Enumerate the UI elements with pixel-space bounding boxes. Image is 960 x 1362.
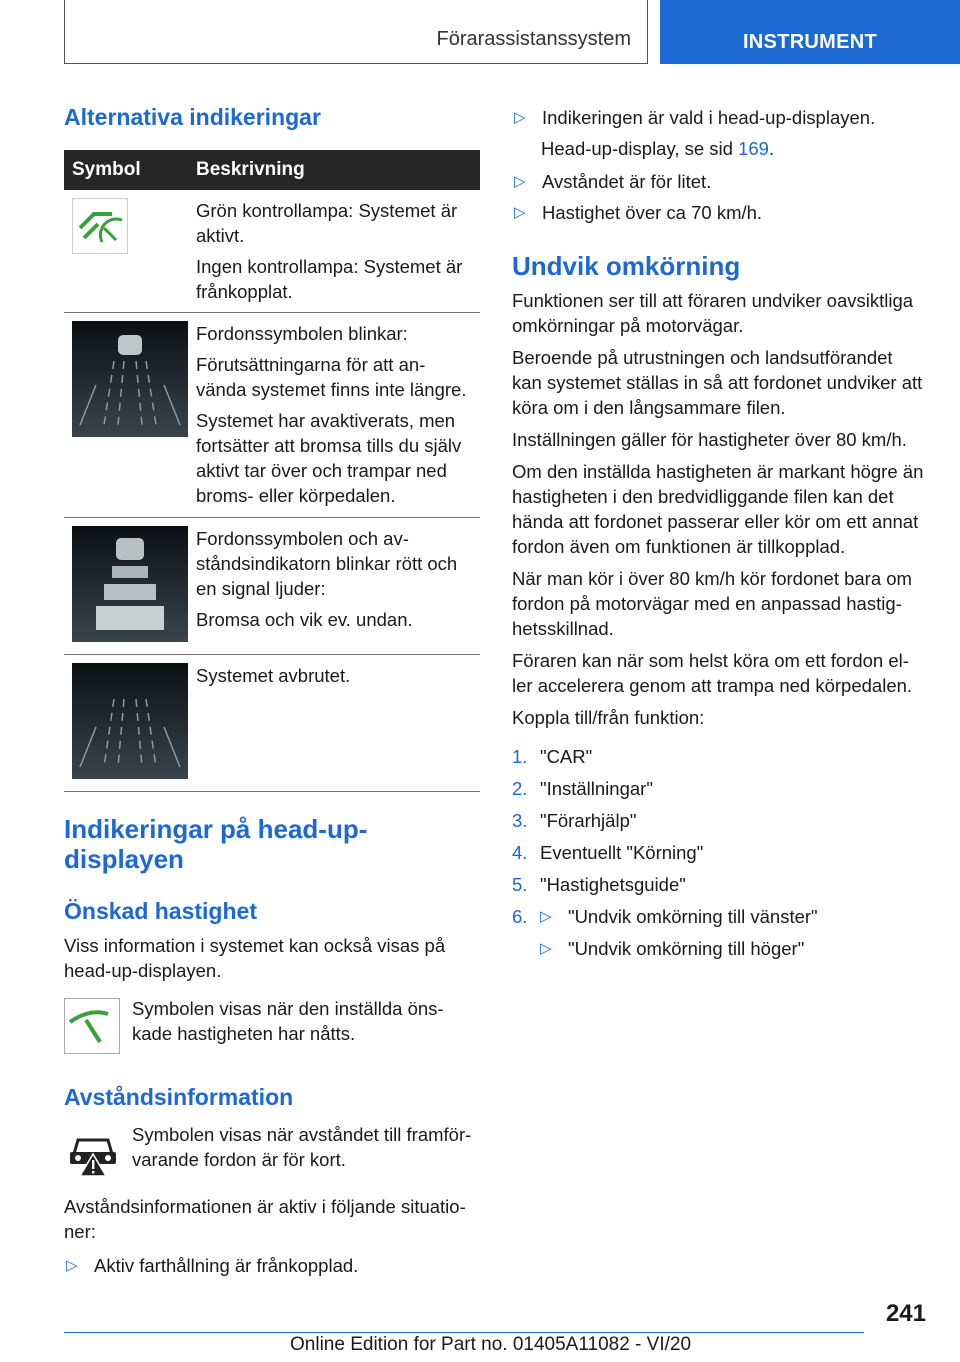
indications-table [64, 150, 480, 792]
row2-line3: Systemet har avaktiverats, men fortsätter att bromsa tills du själv aktivt tar över och trampar ned broms- eller körpedalen. [196, 410, 462, 506]
step-number: 2. [512, 778, 528, 799]
step-number: 1. [512, 746, 528, 767]
system-cancelled-lane-icon [72, 663, 188, 779]
list-item [512, 936, 926, 961]
row2-line1: Fordonssymbolen blinkar: [196, 323, 408, 344]
list-item [512, 105, 928, 130]
paragraph: Koppla till/från funktion: [512, 707, 705, 728]
step-text: "Undvik omkörning till vänster" [568, 906, 818, 927]
row3-line2: Bromsa och vik ev. undan. [196, 609, 413, 630]
paragraph: Om den inställda hastigheten är markant högre än hastigheten i den bredvidliggande filen kan det hända att fordonet passerar eller kör om ett annat fordon även om funktionen är tillkopplad. [512, 461, 924, 557]
step-text: "Undvik omkörning till höger" [568, 938, 805, 959]
hud-reference [541, 136, 774, 161]
alt-indications-heading: Alternativa indikeringar [64, 104, 321, 130]
distance-info-text: Avståndsinformationen är aktiv i följande situatio- ner: [64, 1196, 466, 1242]
footer-divider [64, 1332, 864, 1333]
page-link-169[interactable]: 169 [738, 138, 769, 159]
step-number: 4. [512, 842, 528, 863]
bullet-triangle-icon: ▷ [540, 908, 552, 925]
desired-speed-heading: Önskad hastighet [64, 898, 257, 924]
bullet-triangle-icon: ▷ [66, 1257, 78, 1274]
distance-icon-text: Symbolen visas när avståndet till framför- varande fordon är för kort. [132, 1124, 472, 1170]
step-text: Eventuellt "Körning" [540, 842, 704, 863]
step-text: "CAR" [540, 746, 593, 767]
distance-info-heading: Avståndsinformation [64, 1084, 294, 1110]
bullet-text: Hastighet över ca 70 km/h. [542, 202, 763, 223]
distance-warning-lane-icon [72, 526, 188, 642]
page-number: 241 [885, 1300, 926, 1327]
chapter-tab[interactable]: INSTRUMENT [660, 0, 960, 64]
paragraph: Inställningen gäller för hastigheter över 80 km/h. [512, 429, 907, 450]
col-symbol: Symbol [72, 159, 141, 180]
hud-reference-suffix: . [768, 138, 775, 159]
step-number: 3. [512, 810, 528, 831]
bullet-text: Avståndet är för litet. [542, 171, 712, 192]
row3-line1: Fordonssymbolen och av- ståndsindikatorn blinkar rött och en signal ljuder: [196, 528, 458, 599]
avoid-overtaking-body [512, 288, 926, 961]
table-row [64, 518, 480, 655]
row2-line2: Förutsättningarna för att an- vända systemet finns inte längre. [196, 354, 467, 400]
step-text: "Inställningar" [540, 778, 653, 799]
bullet-triangle-icon: ▷ [514, 109, 526, 126]
paragraph: Föraren kan när som helst köra om ett fordon el- ler accelerera genom att trampa ned körpedalen. [512, 650, 913, 696]
list-item [512, 744, 926, 769]
desired-speed-text: Viss information i systemet kan också visas på head-up-displayen. [64, 935, 446, 981]
distance-warning-icon [66, 1124, 120, 1178]
bullet-triangle-icon: ▷ [514, 204, 526, 221]
step-text: "Förarhjälp" [540, 810, 637, 831]
list-item [512, 840, 926, 865]
list-item [512, 169, 928, 194]
table-row [64, 655, 480, 792]
bullet-triangle-icon: ▷ [540, 940, 552, 957]
table-header [64, 150, 480, 190]
list-item [512, 904, 926, 929]
step-number: 5. [512, 874, 528, 895]
list-item [64, 1253, 480, 1278]
row4-line1: Systemet avbrutet. [196, 665, 351, 686]
step-text: "Hastighetsguide" [540, 874, 686, 895]
list-item [512, 872, 926, 897]
list-item [512, 200, 928, 225]
col-description: Beskrivning [196, 159, 305, 180]
paragraph: Funktionen ser till att föraren undviker oavsiktliga omkörningar på motorvägar. [512, 290, 914, 336]
avoid-overtaking-heading: Undvik omkörning [512, 251, 741, 281]
paragraph: När man kör i över 80 km/h kör fordonet bara om fordon på motorvägar med en anpassad hastig- hetsskillnad. [512, 568, 912, 639]
vehicle-lane-icon [72, 321, 188, 437]
hud-reference-text: Head-up-display, se sid [541, 138, 739, 159]
row1-line1: Grön kontrollampa: Systemet är aktivt. [196, 200, 458, 246]
bullet-text: Aktiv farthållning är frånkopplad. [94, 1255, 359, 1276]
bullet-text: Indikeringen är vald i head-up-displayen. [542, 107, 876, 128]
paragraph: Beroende på utrustningen och landsutförandet kan systemet ställas in så att fordonet undviker att köra om i den långsammare filen. [512, 347, 923, 418]
step-number: 6. [512, 906, 528, 927]
desired-speed-icon [64, 998, 120, 1054]
list-item [512, 776, 926, 801]
section-title: Förarassistanssystem [436, 28, 631, 50]
edition-footer: Online Edition for Part no. 01405A11082 - VI/20 [290, 1334, 692, 1355]
list-item [512, 808, 926, 833]
row1-line2: Ingen kontrollampa: Systemet är frånkopplat. [196, 256, 463, 302]
hud-heading: Indikeringar på head-up-displayen [64, 814, 368, 874]
table-row [64, 313, 480, 518]
header-section-box [64, 0, 648, 64]
steering-assist-icon [72, 198, 128, 254]
table-row [64, 190, 480, 313]
bullet-triangle-icon: ▷ [514, 173, 526, 190]
desired-speed-icon-text: Symbolen visas när den inställda öns- kade hastigheten har nåtts. [132, 998, 444, 1044]
